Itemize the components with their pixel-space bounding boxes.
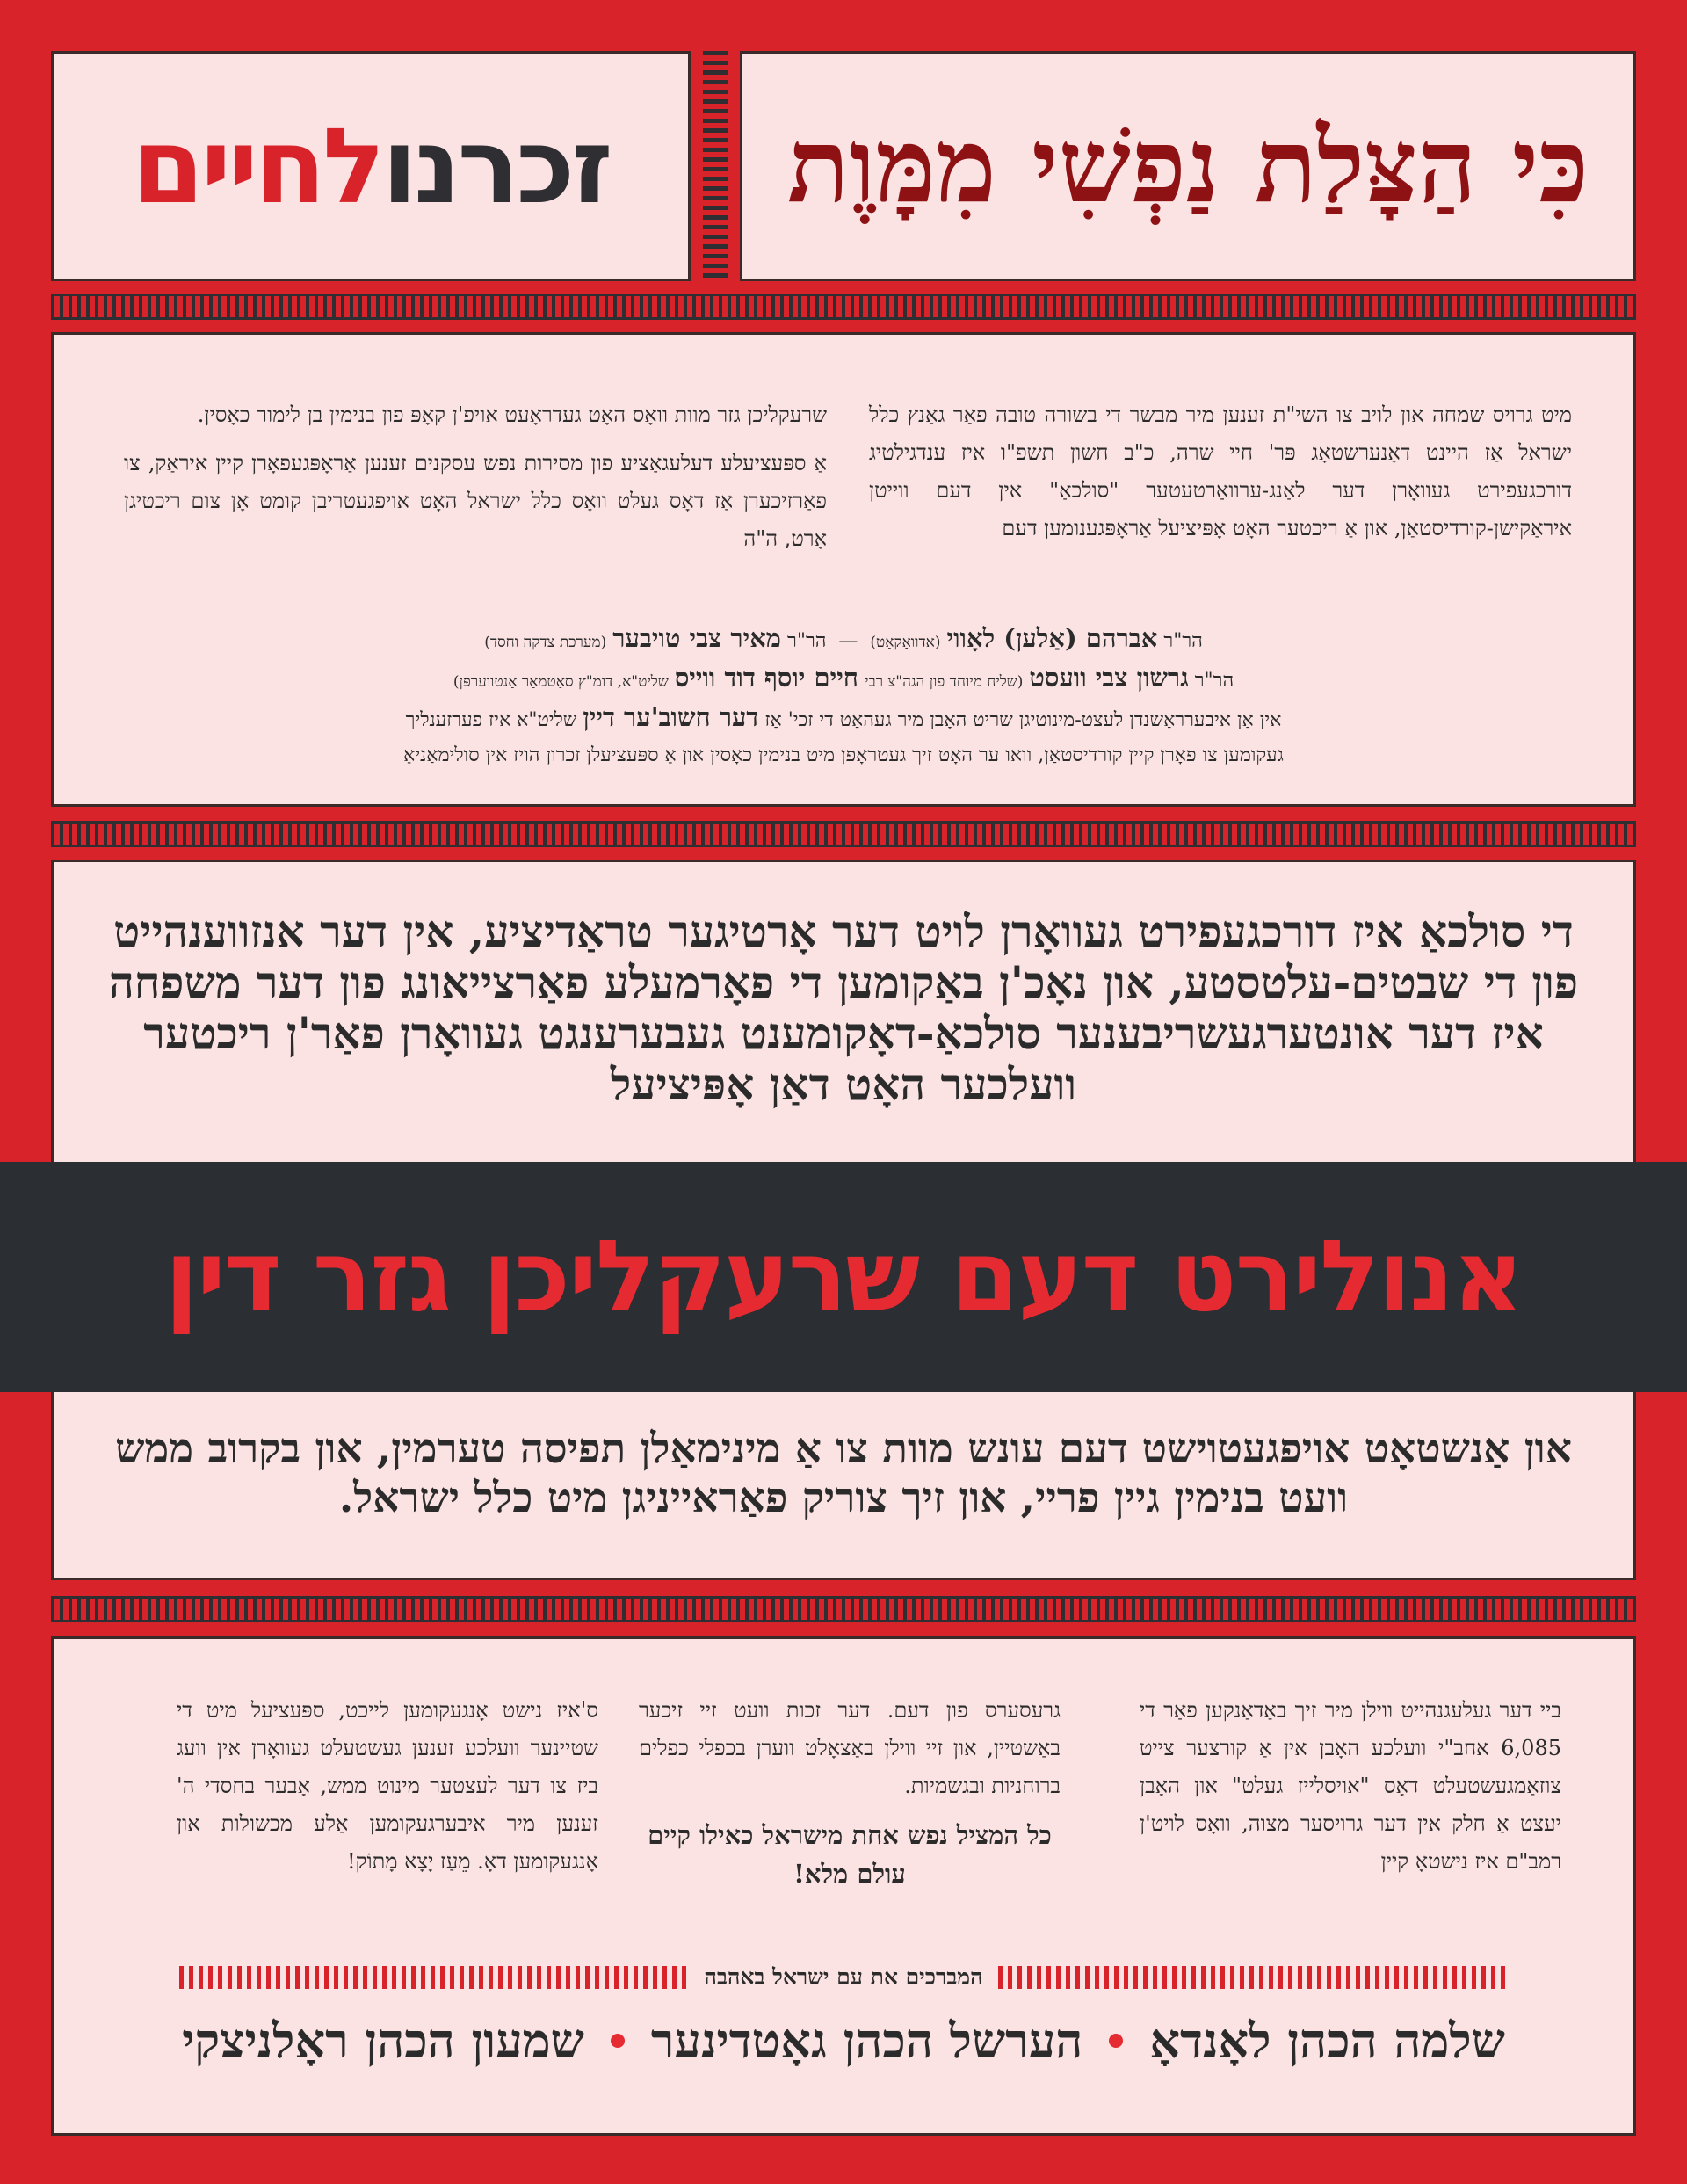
credit-prefix: הר"ר	[1163, 630, 1203, 652]
signers-label-row	[54, 1964, 1633, 1991]
closing-column-1: ביי דער געלעגנהייט ווילן מיר זיך באַדאַנקען פאַר די 6,085 אחב"י וועלכע האָבן אין אַ קורצער צייט צוזאַמגעשטעלט דאָס "אויסלייז געלט" און האָבן יעצט אַ חלק אין דער גרויסער מצוה, וואָס לויט'ן רמב"ם איז נישטאָ קיין	[1140, 1698, 1561, 1874]
credit-line-4: געקומען צו פאָרן קיין קורדיסטאַן, וואו ער האָט זיך געטראָפן מיט בנימין כאָסין און אַ ספּעציעלן זכרון הויז אין סולימאַניאַ	[403, 744, 1284, 766]
divider-rule	[51, 1596, 1636, 1622]
divider-rule	[51, 821, 1636, 847]
credit-role: (אדוואָקאַט)	[870, 634, 941, 651]
headline-text: אנולירט דעם שרעקליכן גזר דין	[164, 1220, 1523, 1334]
credit-name: מאיר צבי טויבער	[612, 623, 782, 653]
brand-part-2: לחיים	[132, 105, 382, 227]
closing-panel	[51, 1636, 1636, 2136]
intro-paragraph-2: אַ ספּעציעלע דעלעגאַציע פון מסירות נפש עסקנים זענען אַראָפּגעפאָרן קיין איראַק, צו פאַרזיכערן אַז דאָס געלט וואָס כלל ישראל האָט אויפגעטריבן קומט אָן צום ריכטיגן אָרט, ה"ה	[124, 451, 827, 551]
brand-logo	[132, 105, 609, 227]
credit-separator: —	[838, 630, 858, 652]
credit-name: אברהם (אַלען) לאָווי	[946, 623, 1158, 653]
bullet-dot	[1109, 2034, 1123, 2048]
brand-part-1: זכרנו	[381, 105, 610, 227]
title-panel	[740, 51, 1636, 281]
credit-role: (מערכת צדקה וחסד)	[484, 634, 607, 651]
credit-name: דער חשוב'ער דיין	[583, 702, 759, 732]
announcement-text: די סולכאַ איז דורכגעפירט געוואָרן לויט דער אָרטיגער טראַדיציע, אין דער אנזווענהייט פון די שבטים-עלטסטע, און נאָכ'ן באַקומען די פאָרמעלע פאַרצייאונג פון דער משפחה איז דער אונטערגעשריבענער סולכאַ-דאָקומענט געבערענגט געוואָרן פאַר'ן ריכטער וועלכער האָט דאַן אָפּיציעל	[108, 905, 1579, 1110]
credit-prefix: הר"ר	[1194, 670, 1234, 692]
signer-name: שלמה הכהן לאָנדאָ	[1149, 2013, 1505, 2069]
credit-name: גרשון צבי וועסט	[1029, 663, 1189, 693]
signers-row	[89, 2013, 1598, 2069]
brand-panel	[51, 51, 691, 281]
intro-column-right: מיט גרויס שמחה און לויב צו השי"ת זענען מיר מבשר די בשורה טובה פאַר גאַנץ כלל ישראל אַז היינט דאָנערשטאָג פּר' חיי שרה, כ"ב חשון תשפ"ו איז ענדגילטיג דורכגעפירט געוואָרן דער לאַנג-ערוואַרטעטער "סולכאַ" אין דעם ווייטן איראַקישן-קורדיסטאַן, און אַ ריכטער האָט אָפּיציעל אַראָפּגענומען דעם	[869, 403, 1572, 541]
intro-paragraph-1: שרעקליכן גזר מוות וואָס האָט געדראָעט אויפ'ן קאָפּ פון בנימין בן לימור כאָסין.	[197, 403, 827, 427]
delegation-credits	[106, 620, 1581, 773]
credit-prefix: הר"ר	[787, 630, 827, 652]
credit-line-3	[106, 700, 1581, 738]
credit-text: אין אַן איבערראַשנדן לעצט-מינוטיגן שריט האָבן מיר געהאַט די זכי' אַז	[764, 709, 1282, 731]
quote: כל המציל נפש אחת מישראל כאילו קיים עולם מלא!	[648, 1820, 1052, 1889]
divider-rule	[51, 294, 1636, 320]
signer-name: הערשל הכהן גאָטדינער	[650, 2013, 1083, 2069]
credit-name: חיים יוסף דוד ווייס	[674, 663, 858, 693]
credit-line-2	[106, 660, 1581, 700]
announcement-lower-text: און אַנשטאָט אויפגעטוישט דעם עונש מוות צו אַ מינימאַלן תפיסה טערמין, און בקרוב ממש וועט בנימין גיין פריי, און זיך צוריק פאַראייניגן מיט כלל ישראל.	[115, 1425, 1572, 1522]
credit-line-1	[106, 620, 1581, 660]
signer-name: שמעון הכהן ראָלניצקי	[182, 2013, 584, 2069]
closing-column-3: ס'איז נישט אָנגעקומען לייכט, ספּעציעל מיט די שטיינער וועלכע זענען געשטעלט געוואָרן אין וועג ביז צו דער לעצטער מינוט ממש, אָבער בחסדי ה' זענען מיר איבערגעקומען אַלע מכשולות און אָנגעקומען דאָ. מֵעַז יָצָא מָתוֹק!	[177, 1698, 598, 1874]
credit-text: שליט"א איז פערזענליך	[405, 709, 577, 731]
credit-role: (שליח מיוחד פון הגה"צ רבי	[864, 673, 1024, 691]
intro-panel	[51, 332, 1636, 807]
intro-column-left	[124, 396, 827, 569]
vertical-divider	[703, 51, 728, 281]
dashed-rule	[998, 1966, 1508, 1989]
signers-label: המברכים את עם ישראל באהבה	[704, 1964, 983, 1990]
headline-banner	[0, 1162, 1687, 1392]
closing-column-2-text: גרעסערס פון דעם. דער זכות וועט זיי זיכער באַשטיין, און זיי ווילן באַצאָלט ווערן בכפלי כפלים ברוחניות ובגשמיות.	[639, 1698, 1061, 1798]
bullet-dot	[611, 2034, 625, 2048]
credit-role: שליט"א, דומ"ץ סאַטמאַר אַנטווערפּן)	[453, 673, 669, 691]
page-title: כִּי הַצָּלַת נַפְשִׁי מִמָּוֶת	[786, 105, 1589, 226]
closing-column-2	[639, 1692, 1061, 1893]
dashed-rule	[179, 1966, 689, 1989]
